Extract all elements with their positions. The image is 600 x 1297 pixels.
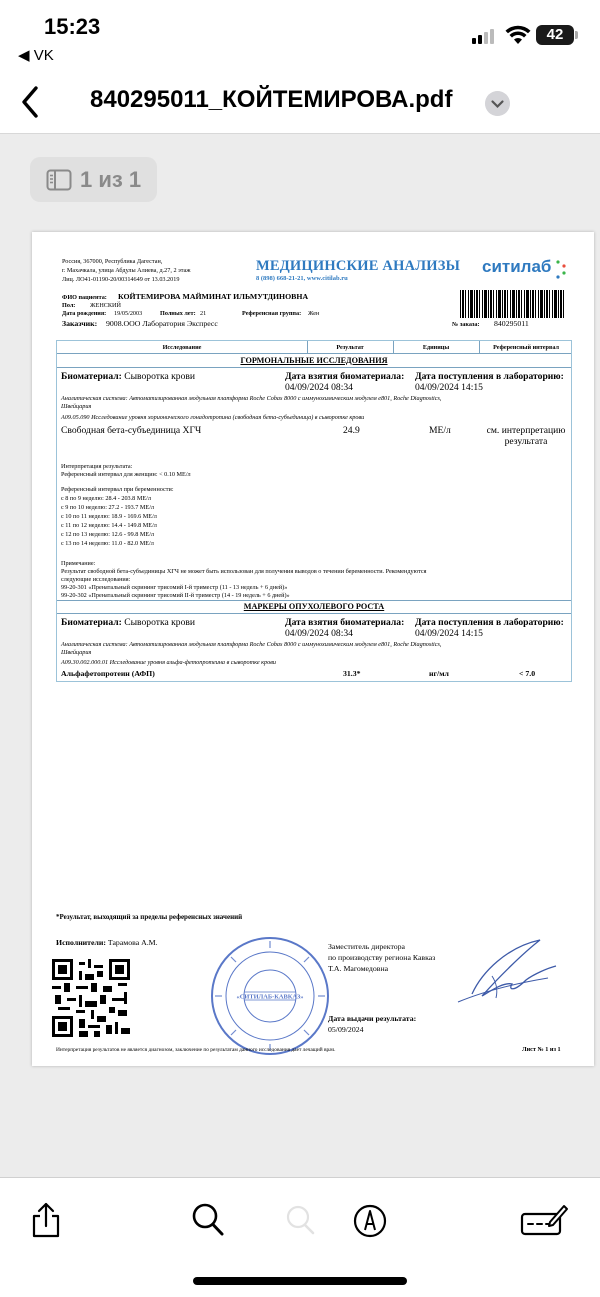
disclaimer: Интерпретация результатов не является диагнозом, заключение по результатам данного исследования дает лечащий врач.: [56, 1047, 336, 1053]
brand-logo: ситилаб: [482, 257, 552, 276]
page-counter[interactable]: [30, 157, 157, 202]
status-time: 15:23: [44, 14, 101, 39]
biomaterial-value: Сыворотка крови: [124, 371, 196, 382]
deputy-title-line1: Заместитель директора: [328, 942, 406, 951]
executors-label: Исполнители:: [56, 938, 106, 947]
lab-license: Лиц. ЛО41-01190-20/00314649 от 13.03.2019: [62, 276, 180, 283]
refgroup-value: Жен: [308, 310, 320, 317]
document-title[interactable]: 840295011_КОЙТЕМИРОВА.pdf: [90, 86, 453, 113]
test-name: Свободная бета-субъединица ХГЧ: [61, 425, 202, 436]
biomaterial-label: Биоматериал:: [61, 617, 122, 628]
lab-address-line2: г. Махачкала, улица Абдулы Алиева, д.27, 2 этаж: [62, 267, 191, 274]
note-text: следующие исследования:: [61, 576, 131, 583]
company-stamp: [208, 934, 332, 1058]
wifi-icon: [505, 24, 531, 46]
test-result-abnormal: 31.3*: [343, 669, 361, 678]
section-title-hormones: ГОРМОНАЛЬНЫЕ ИССЛЕДОВАНИЯ: [240, 356, 388, 365]
pregnancy-range: с 8 по 9 неделю: 28.4 - 203.8 МЕ/л: [61, 495, 151, 502]
chevron-down-icon[interactable]: [485, 91, 510, 116]
search-faded-icon: [282, 1200, 318, 1240]
pregnancy-range: с 9 по 10 неделю: 27.2 - 193.7 МЕ/л: [61, 504, 155, 511]
note-text: Результат свободной бета-субъединицы ХГЧ не может быть использован для получения выводов о течении беременности. Рекомендуются: [61, 568, 427, 575]
test-result: 24.9: [343, 425, 360, 436]
lab-phone: 8 (898) 668-21-21, www.citilab.ru: [256, 275, 348, 282]
order-label: № заказа:: [452, 321, 480, 328]
note-text: 99-20-301 «Пренатальный скрининг трисомий I-й триместр (11 - 13 недель + 6 дней)»: [61, 584, 288, 591]
age-label: Полных лет:: [160, 310, 196, 317]
signature-form-icon[interactable]: [520, 1200, 570, 1240]
sidebar-icon: [46, 169, 72, 191]
sheet-number: Лист № 1 из 1: [522, 1046, 561, 1053]
analytic-system: Аналитическая система: Автоматизированная модульная платформа Roche Cobas 8000 с иммунохимическим модулем е801, Roche Diagnostics,: [61, 641, 442, 648]
page-counter-label: 1 из 1: [80, 166, 142, 192]
test-units: МЕ/л: [429, 425, 451, 436]
cellular-signal-icon: [472, 28, 494, 44]
share-icon[interactable]: [28, 1200, 64, 1240]
footnote: *Результат, выходящий за пределы референсных значений: [56, 913, 243, 921]
customer-label: Заказчик:: [62, 319, 98, 328]
column-header: Исследование: [162, 344, 202, 351]
sex-label: Пол:: [62, 302, 76, 309]
lab-address-line1: Россия, 367000, Республика Дагестан,: [62, 258, 163, 265]
interpretation-women: Референсный интервал для женщин: < 0.10 МЕ/л: [61, 471, 191, 478]
order-barcode: [460, 290, 564, 318]
qr-code: [52, 959, 130, 1037]
patient-label: ФИО пациента:: [62, 294, 107, 301]
executors-value: Тарамова А.М.: [107, 938, 158, 947]
analytic-system-country: Швейцария: [61, 403, 92, 410]
take-date-value: 04/09/2024 08:34: [285, 628, 353, 639]
patient-name: КОЙТЕМИРОВА МАЙМИНАТ ИЛЬМУТДИНОВНА: [118, 292, 309, 301]
test-reference-cont: результата: [504, 436, 548, 447]
pregnancy-range: с 13 по 14 неделю: 11.0 - 82.0 МЕ/л: [61, 540, 154, 547]
table-header: [57, 341, 571, 354]
test-code: А09.30.002.000.01 Исследование уровня альфа-фетопротеина в сыворотке крови: [61, 659, 276, 666]
receive-date-value: 04/09/2024 14:15: [415, 382, 483, 393]
take-date-label: Дата взятия биоматериала:: [285, 371, 405, 382]
battery-icon: 42: [536, 25, 574, 45]
deputy-title-line2: по производству региона Кавказ: [328, 953, 436, 962]
pregnancy-title: Референсный интервал при беременности:: [61, 486, 174, 493]
biomaterial-label: Биоматериал:: [61, 371, 122, 382]
sex-value: ЖЕНСКИЙ: [90, 302, 121, 309]
note-title: Примечание:: [61, 560, 96, 567]
status-bar: [0, 0, 600, 70]
column-header: Референсный интервал: [493, 344, 559, 351]
take-date-label: Дата взятия биоматериала:: [285, 617, 405, 628]
stamp-center-text: «СИТИЛАБ-КАВКАЗ»: [236, 993, 304, 1001]
analytic-system: Аналитическая система: Автоматизированная модульная платформа Roche Cobas 8000 с иммунохимическим модулем е801, Roche Diagnostics,: [61, 395, 442, 402]
receive-date-value: 04/09/2024 14:15: [415, 628, 483, 639]
lab-title: МЕДИЦИНСКИЕ АНАЛИЗЫ: [256, 258, 461, 274]
take-date-value: 04/09/2024 08:34: [285, 382, 353, 393]
pregnancy-range: с 12 по 13 неделю: 12.6 - 99.8 МЕ/л: [61, 531, 155, 538]
test-name: Альфафетопротеин (АФП): [61, 669, 155, 678]
age-value: 21: [200, 310, 207, 317]
document-nav-bar: [0, 70, 600, 134]
pdf-page[interactable]: [32, 232, 594, 1066]
refgroup-label: Референсная группа:: [242, 310, 302, 317]
interpretation-title: Интерпретация результата:: [61, 463, 133, 470]
deputy-name: Т.А. Магомедовна: [328, 964, 389, 973]
test-reference: см. интерпретацию: [486, 425, 566, 436]
back-to-app-link[interactable]: ◀ VK: [18, 47, 54, 64]
column-header: Результат: [336, 344, 364, 351]
handwritten-signature: [452, 932, 562, 1012]
analytic-system-country: Швейцария: [61, 649, 92, 656]
test-units: нг/мл: [429, 669, 449, 678]
customer-value: 9008.ООО Лаборатория Экспресс: [106, 319, 218, 328]
column-header: Единицы: [422, 344, 450, 351]
home-indicator: [193, 1277, 407, 1285]
receive-date-label: Дата поступления в лабораторию:: [415, 371, 564, 382]
biomaterial-value: Сыворотка крови: [124, 617, 196, 628]
issue-date-value: 05/09/2024: [328, 1025, 364, 1034]
pregnancy-range: с 10 по 11 неделю: 18.9 - 169.6 МЕ/л: [61, 513, 157, 520]
dob-value: 19/05/2003: [114, 310, 143, 317]
test-code: А09.05.090 Исследование уровня хорионического гонадотропина (свободная бета-субъединица) в сыворотке крови: [61, 414, 365, 421]
order-number: 840295011: [494, 319, 529, 328]
section-title-tumor-markers: МАРКЕРЫ ОПУХОЛЕВОГО РОСТА: [243, 602, 385, 611]
issue-date-label: Дата выдачи результата:: [328, 1014, 417, 1023]
test-reference: < 7.0: [519, 669, 536, 678]
back-chevron-icon[interactable]: [14, 82, 50, 122]
search-icon[interactable]: [190, 1200, 226, 1240]
dob-label: Дата рождения:: [62, 310, 107, 317]
note-text: 99-20-302 «Пренатальный скрининг трисомий II-й триместр (14 - 19 недель + 6 дней)»: [61, 592, 290, 599]
results-table: [56, 340, 572, 682]
markup-pen-icon[interactable]: [352, 1200, 388, 1240]
pregnancy-range: с 11 по 12 неделю: 14.4 - 149.8 МЕ/л: [61, 522, 157, 529]
brand-dots-icon: [554, 259, 568, 281]
receive-date-label: Дата поступления в лабораторию:: [415, 617, 564, 628]
